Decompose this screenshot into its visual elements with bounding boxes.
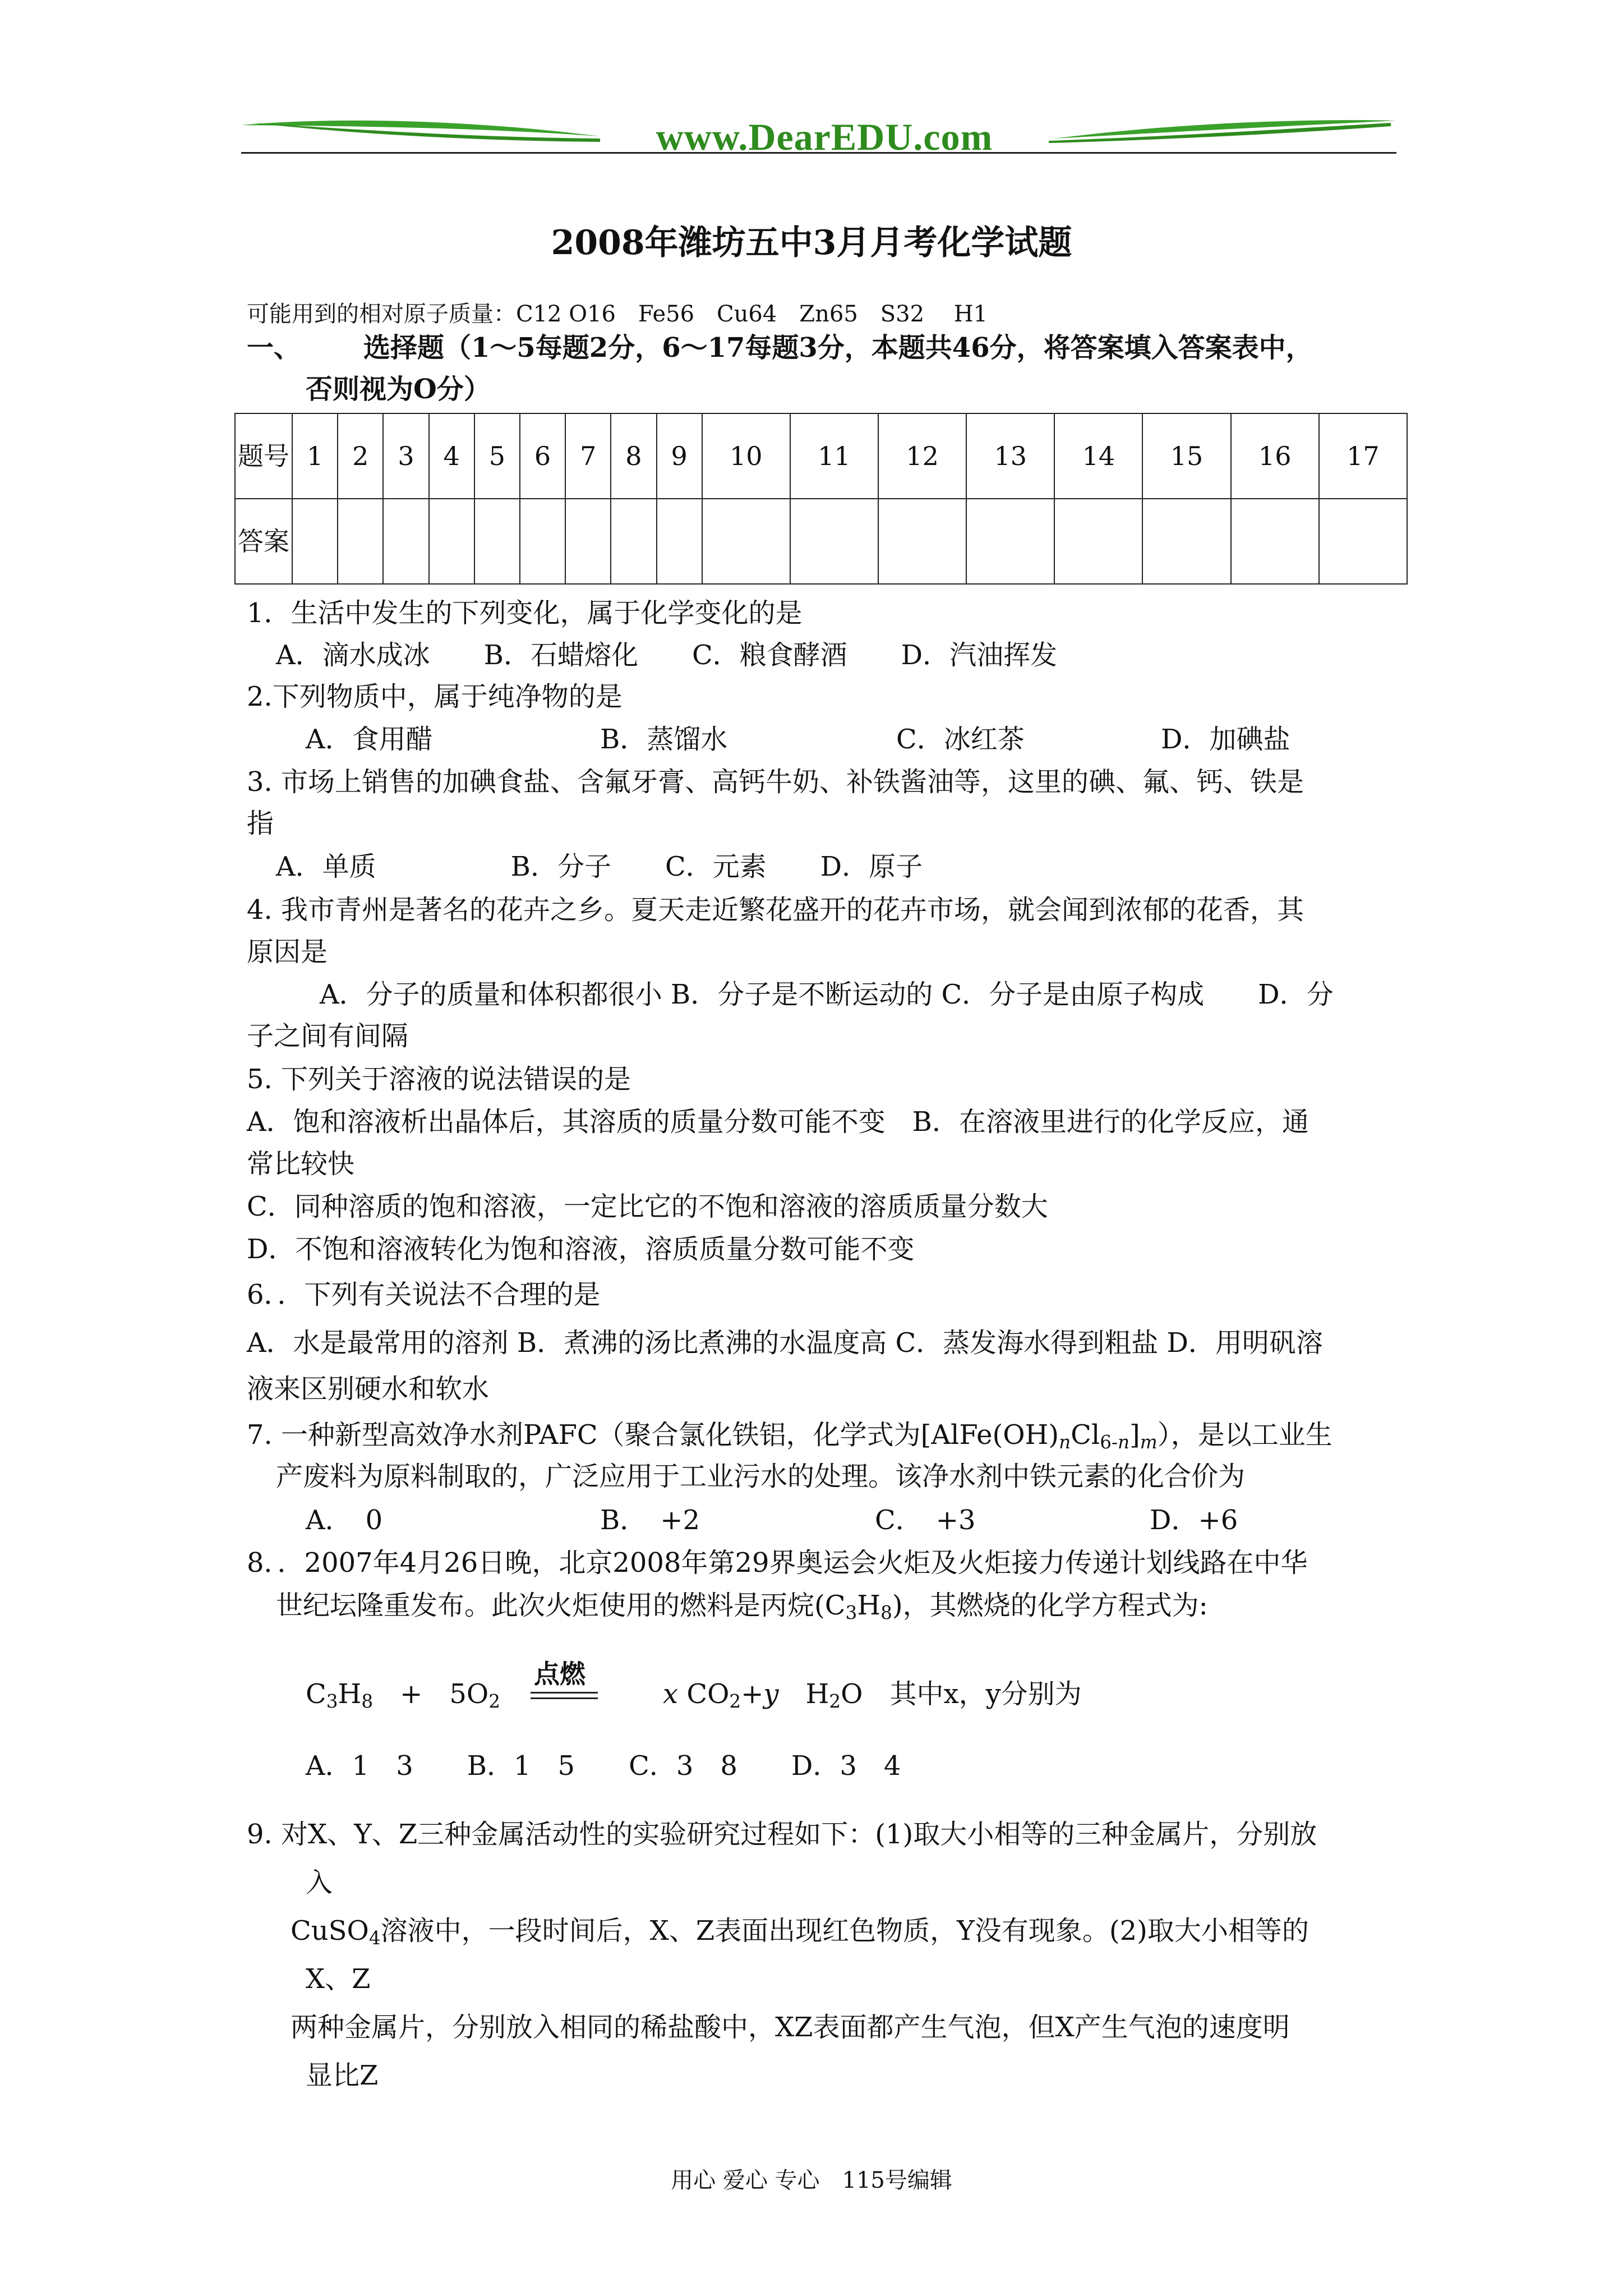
header-rule — [241, 152, 1396, 154]
q7-sub-6: 6- — [1100, 1432, 1118, 1453]
q7-option-d: D．+6 — [1150, 1504, 1238, 1536]
q7-option-c: C． +3 — [875, 1504, 976, 1536]
question-number-cell: 4 — [429, 413, 474, 499]
q9-line-5: 两种金属片，分别放入相同的稀盐酸中，XZ表面都产生气泡，但X产生气泡的速度明 — [291, 2012, 1290, 2043]
q9-line-3 — [291, 1914, 1309, 1948]
q3-stem-cont: 指 — [247, 808, 274, 839]
q3-stem: 3. 市场上销售的加碘食盐、含氟牙膏、高钙牛奶、补铁酱油等，这里的碘、氟、钙、铁是 — [247, 766, 1304, 798]
eq-sub-2: 2 — [488, 1691, 501, 1713]
answer-cell[interactable] — [338, 499, 383, 584]
eq-c: C — [306, 1678, 326, 1710]
answer-cell[interactable] — [657, 499, 702, 584]
q6-options: A．水是最常用的溶剂 B．煮沸的汤比煮沸的水温度高 C．蒸发海水得到粗盐 D．用明矾溶 — [247, 1327, 1323, 1359]
q6-stem: 6．．下列有关说法不合理的是 — [247, 1279, 601, 1310]
eq-plus-o2: + 5O — [400, 1678, 489, 1710]
eq-h: H — [338, 1678, 362, 1710]
question-number-cell: 12 — [878, 413, 966, 499]
answer-cell[interactable] — [565, 499, 611, 584]
question-number-cell: 3 — [383, 413, 428, 499]
q4-stem: 4. 我市青州是著名的花卉之乡。夏天走近繁花盛开的花卉市场，就会闻到浓郁的花香，其 — [247, 894, 1304, 926]
question-number-cell: 13 — [966, 413, 1054, 499]
eq-x: x — [663, 1678, 679, 1710]
answer-cell[interactable] — [790, 499, 878, 584]
answer-cell[interactable] — [702, 499, 790, 584]
table-row-label-answers: 答案 — [235, 499, 292, 584]
q7-sub-m: m — [1140, 1432, 1158, 1453]
q2-option-d: D．加碘盐 — [1161, 724, 1290, 755]
eq-sub-2b: 2 — [729, 1691, 741, 1713]
q8-condition: 点燃 — [534, 1659, 585, 1689]
answer-cell[interactable] — [611, 499, 656, 584]
q8-sub-3: 3 — [845, 1602, 857, 1624]
answer-cell[interactable] — [1142, 499, 1230, 584]
q7-sub-n2: n — [1118, 1432, 1130, 1453]
q9-line-3-text: 溶液中，一段时间后，X、Z表面出现红色物质，Y没有现象。(2)取大小相等的 — [380, 1915, 1309, 1947]
answer-table — [234, 413, 1408, 585]
answer-cell[interactable] — [1054, 499, 1142, 584]
q7-stem-tail: ），是以工业生 — [1157, 1419, 1332, 1451]
q9-cuso: CuSO — [291, 1915, 369, 1947]
q9-line-6: 显比Z — [306, 2060, 379, 2091]
q5-stem: 5. 下列关于溶液的说法错误的是 — [247, 1064, 631, 1095]
answer-cell[interactable] — [429, 499, 474, 584]
page-title: 2008年潍坊五中3月月考化学试题 — [551, 223, 1072, 263]
q8-sub-8: 8 — [880, 1602, 892, 1624]
q8-h: H — [857, 1590, 881, 1621]
eq-h2: H — [805, 1678, 829, 1710]
q5-option-a-cont: 常比较快 — [247, 1148, 355, 1180]
q5-option-d: D．不饱和溶液转化为饱和溶液，溶质质量分数可能不变 — [247, 1234, 915, 1265]
question-number-cell: 10 — [702, 413, 790, 499]
section-instruction: 选择题（1～5每题2分，6～17每题3分，本题共46分，将答案填入答案表中， — [363, 332, 1313, 364]
answer-cell[interactable] — [878, 499, 966, 584]
q8-stem-cont — [276, 1589, 1208, 1622]
question-number-cell: 17 — [1319, 413, 1407, 499]
q2-option-c: C．冰红茶 — [896, 724, 1025, 755]
answer-cell[interactable] — [292, 499, 338, 584]
answer-cell[interactable] — [474, 499, 520, 584]
q9-sub-4: 4 — [368, 1927, 381, 1949]
q9-line-1: 9. 对X、Y、Z三种金属活动性的实验研究过程如下：(1)取大小相等的三种金属片，分别放 — [247, 1819, 1317, 1850]
q9-line-4: X、Z — [306, 1963, 371, 1995]
eq-sub-8: 8 — [361, 1691, 374, 1713]
question-number-cell: 9 — [657, 413, 702, 499]
question-number-cell: 11 — [790, 413, 878, 499]
answer-cell[interactable] — [1319, 499, 1407, 584]
answer-cell[interactable] — [966, 499, 1054, 584]
eq-tail: 其中x，y分别为 — [889, 1678, 1082, 1710]
q7-option-b: B． +2 — [600, 1504, 700, 1536]
q7-stem: 7. 一种新型高效净水剂PAFC（聚合氯化铁铝，化学式为$[AlFe(OH)_nCl_{6-n}]_m$），是以工业生 — [247, 1419, 1332, 1453]
equals-arrow-top — [531, 1692, 598, 1694]
question-number-cell: 5 — [474, 413, 520, 499]
question-number-cell: 1 — [292, 413, 338, 499]
answer-cell[interactable] — [520, 499, 565, 584]
answer-cell[interactable] — [1231, 499, 1319, 584]
q3-options: A．单质 B．分子 C．元素 D．原子 — [276, 851, 923, 882]
eq-sub-3: 3 — [326, 1691, 338, 1713]
answer-table-header-row — [235, 413, 1407, 499]
question-number-cell: 7 — [565, 413, 611, 499]
atomic-masses: 可能用到的相对原子质量：C12 O16 Fe56 Cu64 Zn65 S32 H1 — [247, 301, 988, 327]
q8-stem: 8．．2007年4月26日晚，北京2008年第29界奥运会火炬及火炬接力传递计划线路在中华 — [247, 1547, 1308, 1579]
q2-option-b: B．蒸馏水 — [600, 724, 728, 755]
eq-y: y — [763, 1678, 779, 1710]
table-row-label-numbers: 题号 — [235, 413, 292, 499]
page-footer: 用心 爱心 专心 115号编辑 — [671, 2168, 952, 2193]
question-number-cell: 16 — [1231, 413, 1319, 499]
eq-plus: + — [741, 1678, 764, 1710]
question-number-cell: 6 — [520, 413, 565, 499]
q8-equation-left — [306, 1677, 500, 1711]
section-number: 一、 — [247, 332, 301, 364]
eq-co: CO — [678, 1678, 730, 1710]
q5-option-c: C．同种溶质的饱和溶液，一定比它的不饱和溶液的溶质质量分数大 — [247, 1191, 1048, 1222]
q8-stem-tail: )，其燃烧的化学方程式为: — [892, 1590, 1208, 1621]
q6-options-cont: 液来区别硬水和软水 — [247, 1373, 490, 1405]
q2-option-a: A．食用醋 — [306, 724, 433, 755]
q8-equation-right — [663, 1677, 1082, 1711]
question-number-cell: 15 — [1142, 413, 1230, 499]
question-number-cell: 2 — [338, 413, 383, 499]
site-logo-text[interactable]: www.DearEDU.com — [656, 116, 993, 158]
equals-arrow-bottom — [531, 1697, 598, 1699]
q7-option-a: A． 0 — [306, 1504, 383, 1536]
q2-stem: 2.下列物质中，属于纯净物的是 — [247, 681, 623, 712]
q7-cl: Cl — [1071, 1419, 1100, 1451]
q1-options: A．滴水成冰 B．石蜡熔化 C．粮食酵酒 D．汽油挥发 — [276, 639, 1058, 671]
q8-options: A．1 3 B．1 5 C．3 8 D．3 4 — [306, 1750, 901, 1782]
eq-o: O — [841, 1678, 863, 1710]
answer-cell[interactable] — [383, 499, 428, 584]
q7-sub-n: n — [1059, 1432, 1071, 1453]
q1-stem: 1．生活中发生的下列变化，属于化学变化的是 — [247, 597, 803, 629]
header-banner — [241, 104, 1396, 165]
section-instruction-cont: 否则视为O分） — [306, 374, 491, 405]
q9-line-2: 入 — [306, 1867, 333, 1898]
question-number-cell: 8 — [611, 413, 656, 499]
q4-stem-cont: 原因是 — [247, 936, 328, 968]
q5-option-a: A．饱和溶液析出晶体后，其溶质的质量分数可能不变 B．在溶液里进行的化学反应，通 — [247, 1106, 1309, 1138]
q4-options-cont: 子之间有间隔 — [247, 1020, 409, 1052]
eq-sub-2c: 2 — [829, 1691, 841, 1713]
answer-table-answer-row — [235, 499, 1407, 584]
q7-stem-text: 7. 一种新型高效净水剂PAFC（聚合氯化铁铝，化学式为[AlFe(OH) — [247, 1419, 1059, 1451]
q4-options: A．分子的质量和体积都很小 B．分子是不断运动的 C．分子是由原子构成 D．分 — [320, 979, 1334, 1010]
question-number-cell: 14 — [1054, 413, 1142, 499]
q8-stem-text: 世纪坛隆重发布。此次火炬使用的燃料是丙烷(C — [276, 1590, 846, 1621]
q7-stem-cont: 产废料为原料制取的，广泛应用于工业污水的处理。该净水剂中铁元素的化合价为 — [276, 1461, 1246, 1492]
